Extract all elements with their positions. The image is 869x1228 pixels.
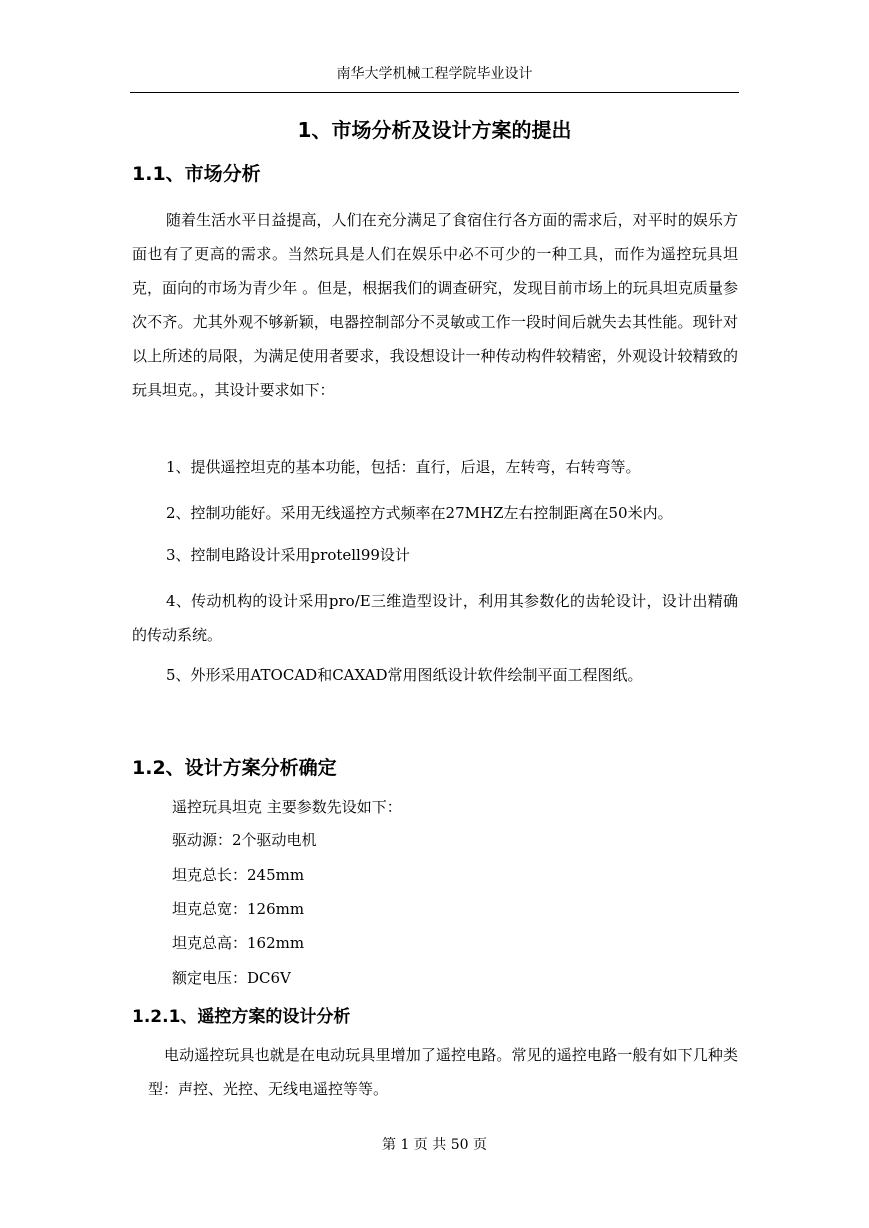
spec-width: 坦克总宽：126mm <box>172 900 305 918</box>
remote-control-paragraph: 电动遥控玩具也就是在电动玩具里增加了遥控电路。常见的遥控电路一般有如下几种类型：声控、光控、无线电遥控等等。 <box>148 1046 738 1098</box>
requirement-item-1: 1、提供遥控坦克的基本功能，包括：直行，后退，左转弯，右转弯等。 <box>166 458 641 476</box>
spec-height: 坦克总高：162mm <box>172 934 305 952</box>
requirement-item-2: 2、控制功能好。采用无线遥控方式频率在27MHZ左右控制距离在50米内。 <box>166 504 673 522</box>
chapter-title: 1、市场分析及设计方案的提出 <box>297 118 572 142</box>
spec-drive-source: 驱动源：2个驱动电机 <box>172 831 317 849</box>
requirement-item-3: 3、控制电路设计采用protell99设计 <box>166 546 410 564</box>
page-footer: 第 1 页 共 50 页 <box>382 1137 487 1153</box>
spec-intro: 遥控玩具坦克 主要参数先设如下： <box>172 798 402 816</box>
requirement-item-5: 5、外形采用ATOCAD和CAXAD常用图纸设计软件绘制平面工程图纸。 <box>166 666 643 684</box>
requirement-item-4: 4、传动机构的设计采用pro/E三维造型设计，利用其参数化的齿轮设计，设计出精确的传动系统。 <box>132 592 738 644</box>
section-heading-1-2: 1.2、设计方案分析确定 <box>132 757 337 779</box>
page-header: 南华大学机械工程学院毕业设计 <box>336 66 533 82</box>
spec-length: 坦克总长：245mm <box>172 866 305 884</box>
section-heading-1-1: 1.1、市场分析 <box>132 163 261 185</box>
header-rule <box>130 92 739 93</box>
market-analysis-paragraph: 随着生活水平日益提高，人们在充分满足了食宿住行各方面的需求后，对平时的娱乐方面也有了更高的需求。当然玩具是人们在娱乐中必不可少的一种工具，而作为遥控玩具坦克，面向的市场为青少年 。但是，根据我们的调查研究，发现目前市场上的玩具坦克质量参次不齐。尤其外观不够新颖，电器控制部分不灵敏或工作一段时间后就失去其性能。现针对以上所述的局限，为满足使用者要求，我设想设计一种传动构件较精密，外观设计较精致的玩具坦克。，其设计要求如下： <box>132 211 738 399</box>
spec-voltage: 额定电压：DC6V <box>172 969 291 987</box>
section-heading-1-2-1: 1.2.1、遥控方案的设计分析 <box>132 1007 351 1027</box>
